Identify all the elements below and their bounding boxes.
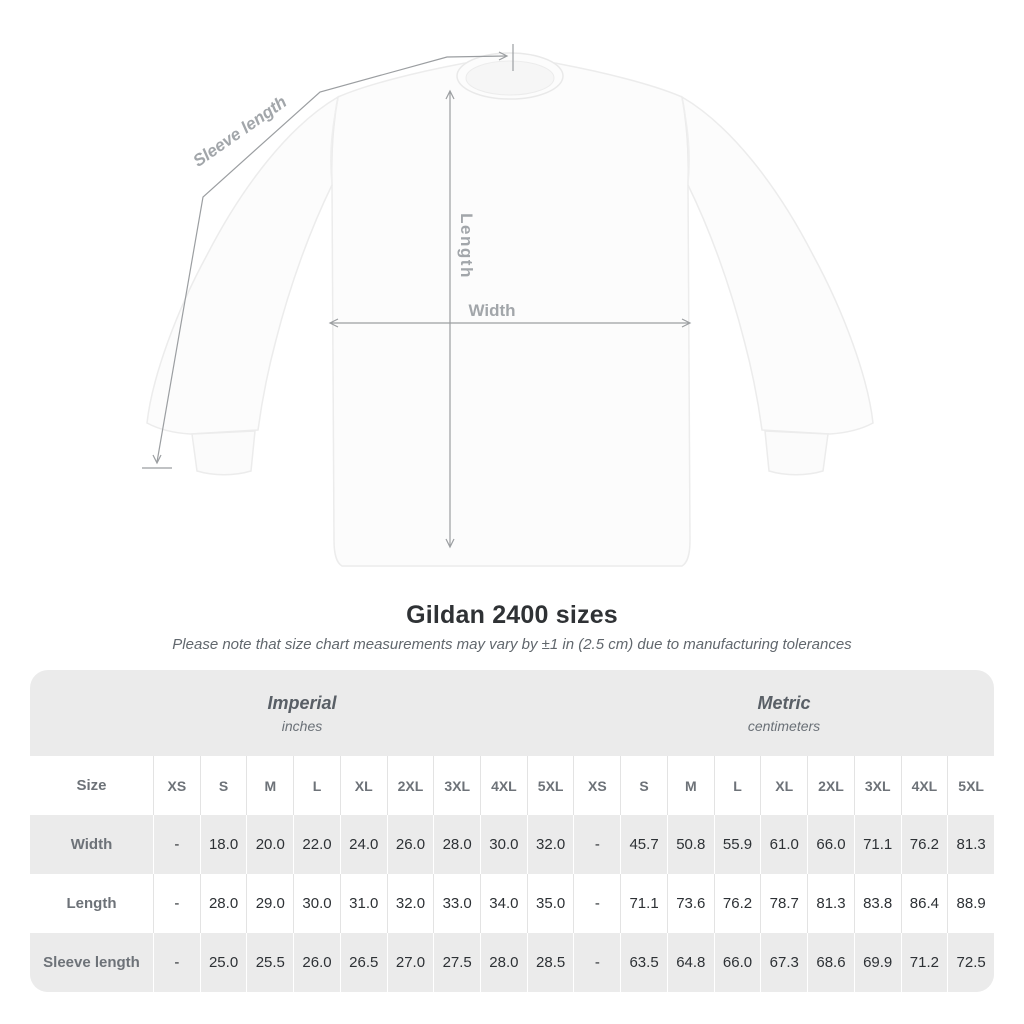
size-header-cell: XS [153,756,200,815]
value-cell: 55.9 [714,815,761,874]
value-cell: 20.0 [246,815,293,874]
metric-header [574,670,994,756]
value-cell: 76.2 [901,815,948,874]
right-sleeve [682,97,873,434]
row-label: Width [70,836,113,853]
size-header-cell: L [714,756,761,815]
width-label: Width [468,301,516,320]
right-cuff [765,431,828,475]
size-header-cell: S [620,756,667,815]
unit-band [30,670,994,756]
value-cell: 27.5 [433,933,480,992]
value-cell: 30.0 [293,874,340,933]
page-subtitle: Please note that size chart measurements may vary by ±1 in (2.5 cm) due to manufacturing tolerances [172,636,852,653]
value-cell: 73.6 [667,874,714,933]
size-grid [30,756,994,992]
value-cell: 81.3 [947,815,994,874]
value-cell: 66.0 [714,933,761,992]
sleeve-length-label: Sleeve length [189,92,291,171]
value-cell: 22.0 [293,815,340,874]
size-header-cell: 5XL [527,756,574,815]
value-cell: 32.0 [527,815,574,874]
value-cell: 88.9 [947,874,994,933]
imperial-header [30,670,574,756]
value-cell: - [153,933,200,992]
value-cell: 71.1 [854,815,901,874]
value-cell: 71.1 [620,874,667,933]
size-header-cell: M [667,756,714,815]
size-header-cell: 2XL [807,756,854,815]
size-header-cell: M [246,756,293,815]
value-cell: 26.5 [340,933,387,992]
page-title: Gildan 2400 sizes [406,601,618,629]
metric-unit: centimeters [747,717,821,734]
value-cell: - [573,933,620,992]
metric-name: Metric [757,692,811,713]
table-row [30,874,994,933]
size-header-cell: XS [573,756,620,815]
size-header-cell: L [293,756,340,815]
value-cell: 28.5 [527,933,574,992]
collar-opening [466,61,554,95]
value-cell: 28.0 [200,874,247,933]
size-header-cell: XL [340,756,387,815]
value-cell: 67.3 [760,933,807,992]
size-header-cell: 4XL [901,756,948,815]
value-cell: 27.0 [387,933,434,992]
value-cell: 64.8 [667,933,714,992]
value-cell: 26.0 [387,815,434,874]
imperial-unit: inches [281,717,323,734]
value-cell: 83.8 [854,874,901,933]
value-cell: - [153,815,200,874]
imperial-name: Imperial [267,692,337,713]
size-header-cell: 2XL [387,756,434,815]
value-cell: 78.7 [760,874,807,933]
value-cell: 81.3 [807,874,854,933]
size-header-cell: 5XL [947,756,994,815]
value-cell: 25.5 [246,933,293,992]
value-cell: 31.0 [340,874,387,933]
value-cell: 29.0 [246,874,293,933]
table-row [30,933,994,992]
value-cell: 50.8 [667,815,714,874]
left-sleeve [147,97,338,434]
value-cell: 28.0 [480,933,527,992]
value-cell: 72.5 [947,933,994,992]
value-cell: 35.0 [527,874,574,933]
value-cell: 61.0 [760,815,807,874]
value-cell: 34.0 [480,874,527,933]
value-cell: 25.0 [200,933,247,992]
size-table [30,670,994,992]
value-cell: 28.0 [433,815,480,874]
value-cell: - [153,874,200,933]
size-header-cell: 3XL [433,756,480,815]
value-cell: 71.2 [901,933,948,992]
value-cell: - [573,874,620,933]
value-cell: 63.5 [620,933,667,992]
value-cell: - [573,815,620,874]
size-header-cell: S [200,756,247,815]
row-label: Length [66,895,117,912]
value-cell: 33.0 [433,874,480,933]
value-cell: 76.2 [714,874,761,933]
value-cell: 32.0 [387,874,434,933]
row-label: Sleeve length [43,954,140,971]
value-cell: 26.0 [293,933,340,992]
left-cuff [192,431,255,475]
table-row [30,815,994,874]
value-cell: 45.7 [620,815,667,874]
size-header-cell: XL [760,756,807,815]
value-cell: 18.0 [200,815,247,874]
size-header-cell: 4XL [480,756,527,815]
value-cell: 86.4 [901,874,948,933]
value-cell: 68.6 [807,933,854,992]
size-column-header: Size [76,777,107,794]
length-label: Length [457,213,476,279]
value-cell: 30.0 [480,815,527,874]
size-header-row [30,756,994,815]
value-cell: 69.9 [854,933,901,992]
value-cell: 24.0 [340,815,387,874]
size-header-cell: 3XL [854,756,901,815]
value-cell: 66.0 [807,815,854,874]
